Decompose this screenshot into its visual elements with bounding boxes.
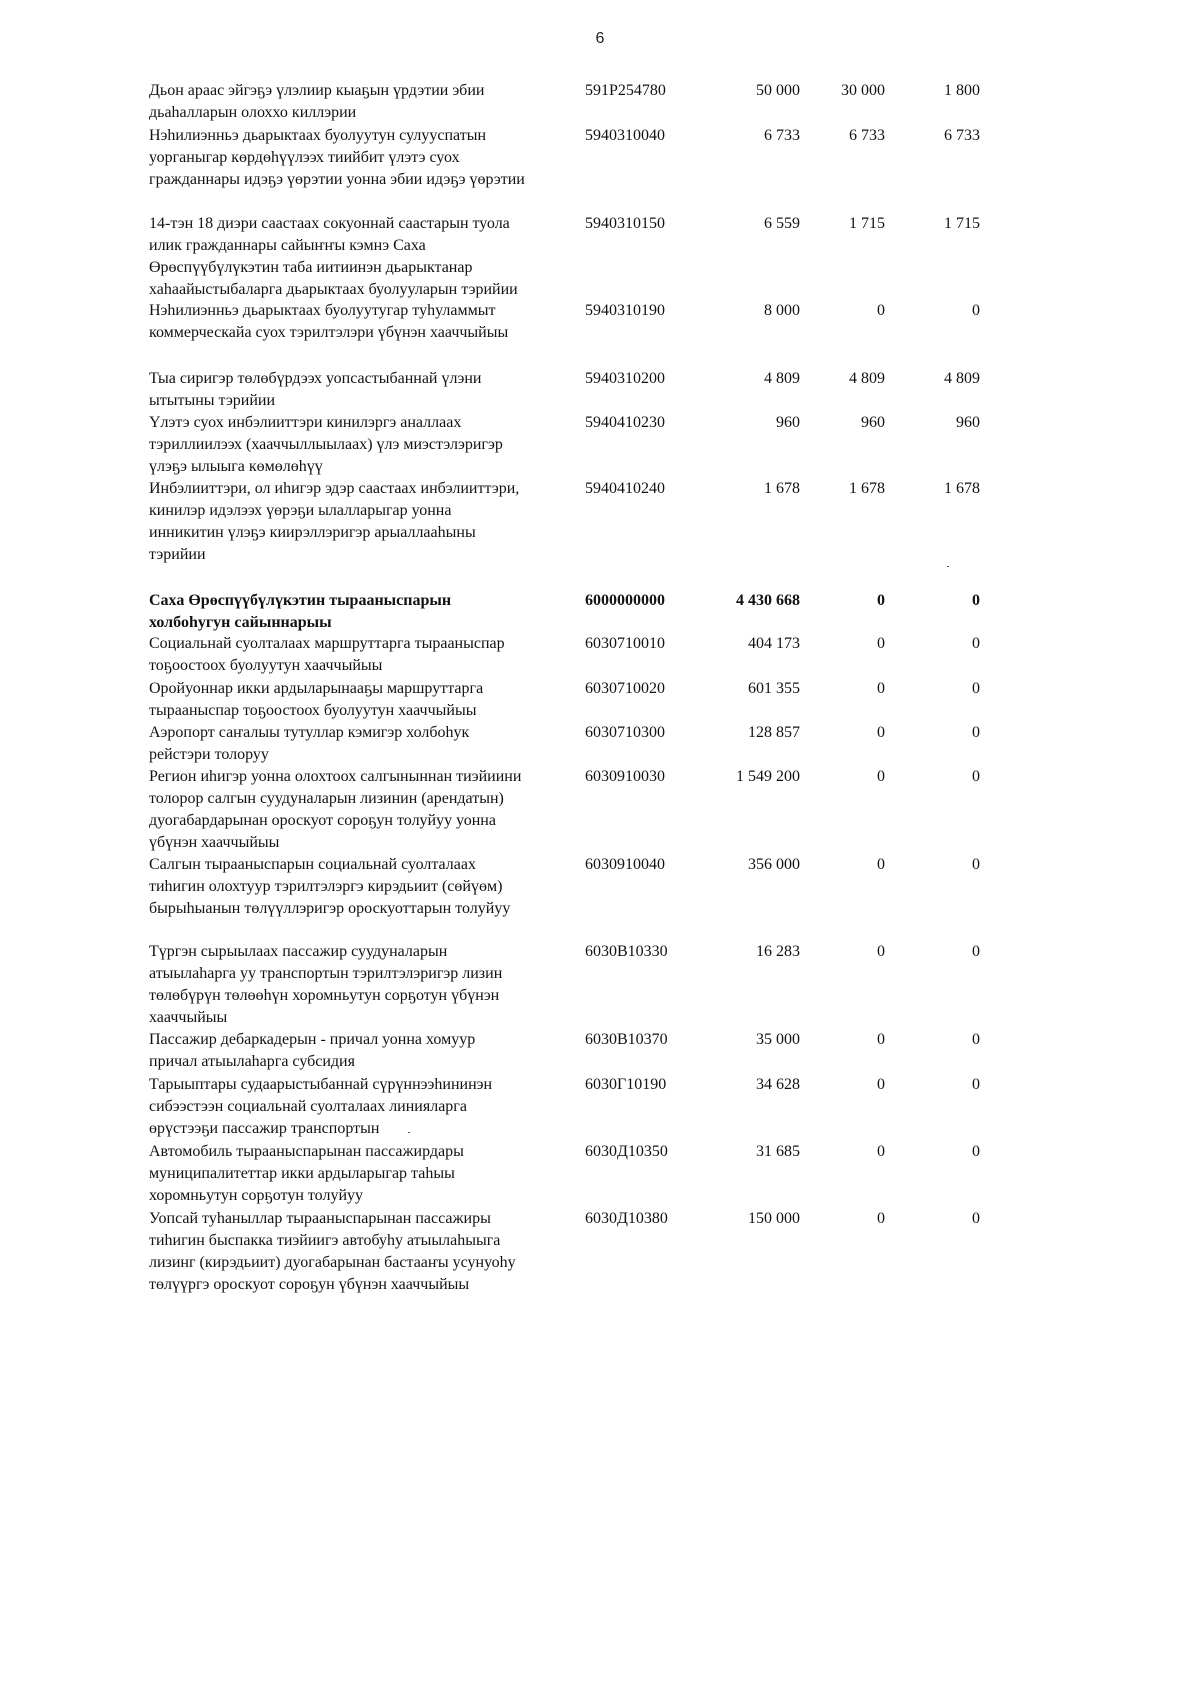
row-title-line: тэриллиилээх (хааччыллыылаах) үлэ миэстэлэригэр [149, 436, 503, 453]
row-code: 5940310200 [585, 370, 665, 387]
row-value-3: 0 [972, 680, 980, 697]
row-title-line: дуогабардарынан ороскуот сороҕун толуйуу уонна [149, 812, 496, 829]
row-value-1: 404 173 [748, 635, 800, 652]
row-title-line: хааччыйыы [149, 1009, 228, 1026]
row-title-line: Социальнай суолталаах маршруттарга тырааныспар [149, 635, 505, 652]
row-title-line: Тарыыптары судаарыстыбаннай сүрүннээһининэн [149, 1076, 493, 1093]
row-title [149, 368, 569, 412]
row-title [149, 412, 569, 478]
row-code: 6030710300 [585, 724, 665, 741]
row-value-1: 8 000 [764, 302, 800, 319]
row-value-1: 1 678 [764, 480, 800, 497]
row-value-3: 0 [972, 1076, 980, 1093]
row-title [149, 678, 569, 722]
row-code: 6030Д10380 [585, 1210, 668, 1227]
row-title [149, 854, 569, 920]
row-value-3: 1 715 [944, 215, 980, 232]
row-value-1: 150 000 [748, 1210, 800, 1227]
row-value-3: 1 800 [944, 82, 980, 99]
row-code: 5940410240 [585, 480, 665, 497]
row-value-1: 4 809 [764, 370, 800, 387]
row-title-line: үбүнэн хааччыйыы [149, 834, 280, 851]
row-title-line: причал атыылаһарга субсидия [149, 1053, 355, 1070]
row-title [149, 300, 569, 344]
row-value-2: 0 [877, 768, 885, 785]
row-title-line: тэрийии [149, 546, 206, 563]
row-value-3: 0 [972, 1031, 980, 1048]
row-title [149, 633, 569, 677]
row-value-3: 0 [972, 856, 980, 873]
row-value-1: 35 000 [756, 1031, 800, 1048]
row-value-1: 601 355 [748, 680, 800, 697]
row-title-line: кинилэр идэлээх үөрэҕи ылалларыгар уонна [149, 502, 452, 519]
row-title-line: толорор салгын суудуналарын лизинин (арендатын) [149, 790, 504, 807]
row-value-2: 0 [877, 1143, 885, 1160]
row-value-3: 4 809 [944, 370, 980, 387]
row-title-line: 14-тэн 18 диэри саастаах сокуоннай саастарын туола [149, 215, 510, 232]
row-code: 6030710020 [585, 680, 665, 697]
row-title-line: Уопсай туһаныллар тырааныспарынан пассажиры [149, 1210, 491, 1227]
row-title-line: Саха Өрөспүүбүлүкэтин тырааныспарын [149, 592, 452, 609]
row-value-1: 31 685 [756, 1143, 800, 1160]
row-value-1: 4 430 668 [736, 592, 800, 609]
row-title-line: сибээстээн социальнай суолталаах линияларга [149, 1098, 467, 1115]
row-value-2: 0 [877, 724, 885, 741]
row-value-2: 0 [877, 1210, 885, 1227]
row-code: 6030910030 [585, 768, 665, 785]
row-title [149, 1208, 569, 1296]
row-title-line: тоҕоостоох буолуутун хааччыйыы [149, 657, 383, 674]
row-value-2: 0 [877, 1031, 885, 1048]
row-value-1: 128 857 [748, 724, 800, 741]
row-code: 6000000000 [585, 592, 665, 609]
page-number: 6 [595, 30, 605, 47]
row-title [149, 125, 569, 191]
row-value-1: 34 628 [756, 1076, 800, 1093]
row-title-line: Дьон араас эйгэҕэ үлэлиир кыаҕын үрдэтии эбии [149, 82, 485, 99]
row-code: 5940310150 [585, 215, 665, 232]
row-title-line: төлүүргэ ороскуот сороҕун үбүнэн хааччыйыы [149, 1276, 470, 1293]
row-title-line: коммерческайа суох тэрилтэлэри үбүнэн хааччыйыы [149, 324, 509, 341]
scan-speck [408, 1132, 410, 1133]
row-title [149, 941, 569, 1029]
row-title-line: Нэһилиэнньэ дьарыктаах буолуутугар туһуламмыт [149, 302, 496, 319]
row-title [149, 590, 569, 634]
row-value-2: 1 678 [849, 480, 885, 497]
row-value-3: 0 [972, 302, 980, 319]
row-title-line: инникитин үлэҕэ киирэллэригэр арыаллааһыны [149, 524, 476, 541]
row-title-line: муниципалитеттар икки ардыларыгар таһыы [149, 1165, 455, 1182]
row-value-2: 30 000 [841, 82, 885, 99]
row-code: 6030910040 [585, 856, 665, 873]
row-title-line: илик гражданнары сайыҥҥы кэмнэ Саха [149, 237, 426, 254]
row-title-line: атыылаһарга уу транспортын тэрилтэлэригэр лизин [149, 965, 503, 982]
row-title-line: Тыа сиригэр төлөбүрдээх уопсастыбаннай үлэни [149, 370, 482, 387]
row-value-3: 960 [956, 414, 980, 431]
row-value-1: 16 283 [756, 943, 800, 960]
row-value-3: 0 [972, 635, 980, 652]
row-value-3: 0 [972, 592, 980, 609]
row-value-2: 4 809 [849, 370, 885, 387]
row-value-3: 0 [972, 768, 980, 785]
row-title-line: Аэропорт саҥалыы тутуллар кэмигэр холбоһук [149, 724, 470, 741]
row-title [149, 1141, 569, 1207]
row-code: 591P254780 [585, 82, 666, 99]
row-title-line: хаһаайыстыбаларга дьарыктаах буолууларын тэрийии [149, 281, 518, 298]
row-value-1: 6 559 [764, 215, 800, 232]
row-title-line: Пассажир дебаркадерын - причал уонна хомуур [149, 1031, 476, 1048]
row-title-line: Инбэлииттэри, ол иһигэр эдэр саастаах инбэлииттэри, [149, 480, 520, 497]
row-title-line: Регион иһигэр уонна олохтоох салгыныннан тиэйиини [149, 768, 522, 785]
row-code: 6030B10330 [585, 943, 668, 960]
row-code: 6030710010 [585, 635, 665, 652]
row-title-line: Оройуоннар икки ардыларынааҕы маршруттарга [149, 680, 484, 697]
row-title-line: Өрөспүүбүлүкэтин таба иитиинэн дьарыктанар [149, 259, 473, 276]
row-value-3: 0 [972, 724, 980, 741]
row-value-3: 0 [972, 1143, 980, 1160]
row-value-2: 6 733 [849, 127, 885, 144]
row-value-3: 0 [972, 1210, 980, 1227]
row-value-1: 1 549 200 [736, 768, 800, 785]
scan-speck [947, 566, 949, 567]
row-value-2: 0 [877, 680, 885, 697]
row-value-3: 6 733 [944, 127, 980, 144]
row-title [149, 213, 569, 301]
row-title-line: ытытыны тэрийии [149, 392, 276, 409]
row-title-line: Автомобиль тырааныспарынан пассажирдары [149, 1143, 464, 1160]
row-value-1: 356 000 [748, 856, 800, 873]
row-title [149, 1029, 569, 1073]
row-title [149, 766, 569, 854]
row-title-line: Салгын тырааныспарын социальнай суолталаах [149, 856, 476, 873]
row-title [149, 80, 569, 124]
row-value-2: 0 [877, 635, 885, 652]
row-title [149, 478, 569, 566]
row-value-1: 50 000 [756, 82, 800, 99]
row-code: 5940410230 [585, 414, 665, 431]
row-code: 6030Г10190 [585, 1076, 667, 1093]
row-title-line: дьаһалларын олоххо киллэрии [149, 104, 357, 121]
row-title-line: үлэҕэ ылыыга көмөлөһүү [149, 458, 323, 475]
row-value-2: 0 [877, 856, 885, 873]
row-code: 5940310190 [585, 302, 665, 319]
row-title-line: тырааныспар тоҕоостоох буолуутун хааччыйыы [149, 702, 477, 719]
row-value-2: 0 [877, 592, 885, 609]
row-value-3: 1 678 [944, 480, 980, 497]
row-value-1: 960 [776, 414, 800, 431]
row-title-line: бырыһыанын төлүүллэригэр ороскуоттарын толуйуу [149, 900, 511, 917]
row-value-2: 1 715 [849, 215, 885, 232]
row-title-line: холбоһугун сайыннарыы [149, 614, 332, 631]
row-title-line: өрүстээҕи пассажир транспортын [149, 1120, 380, 1137]
row-code: 6030B10370 [585, 1031, 668, 1048]
row-title-line: уорганыгар көрдөһүүлээх тиийбит үлэтэ суох [149, 149, 460, 166]
row-value-2: 0 [877, 1076, 885, 1093]
row-value-2: 0 [877, 302, 885, 319]
row-title-line: гражданнары идэҕэ үөрэтии уонна эбии идэҕэ үөрэтии [149, 171, 525, 188]
row-title-line: тиһигин олохтуур тэрилтэлэргэ кирэдьиит (сөйүөм) [149, 878, 503, 895]
row-code: 6030Д10350 [585, 1143, 668, 1160]
row-value-1: 6 733 [764, 127, 800, 144]
row-value-3: 0 [972, 943, 980, 960]
row-title-line: рейстэри толоруу [149, 746, 269, 763]
row-title-line: Нэһилиэнньэ дьарыктаах буолуутун сулууспатын [149, 127, 487, 144]
row-title-line: лизинг (кирэдьиит) дуогабарынан бастааҥы усунуоһу [149, 1254, 516, 1271]
row-title [149, 1074, 569, 1140]
row-title-line: Үлэтэ суох инбэлииттэри кинилэргэ аналлаах [149, 414, 462, 431]
row-value-2: 960 [861, 414, 885, 431]
row-value-2: 0 [877, 943, 885, 960]
row-code: 5940310040 [585, 127, 665, 144]
row-title [149, 722, 569, 766]
row-title-line: хоромньутун сорҕотун толуйуу [149, 1187, 364, 1204]
row-title-line: тиһигин быспакка тиэйиигэ автобуһу атыылаһыыга [149, 1232, 501, 1249]
row-title-line: төлөбүрүн төлөөһүн хоромньутун сорҕотун үбүнэн [149, 987, 500, 1004]
row-title-line: Түргэн сырыылаах пассажир суудуналарын [149, 943, 448, 960]
